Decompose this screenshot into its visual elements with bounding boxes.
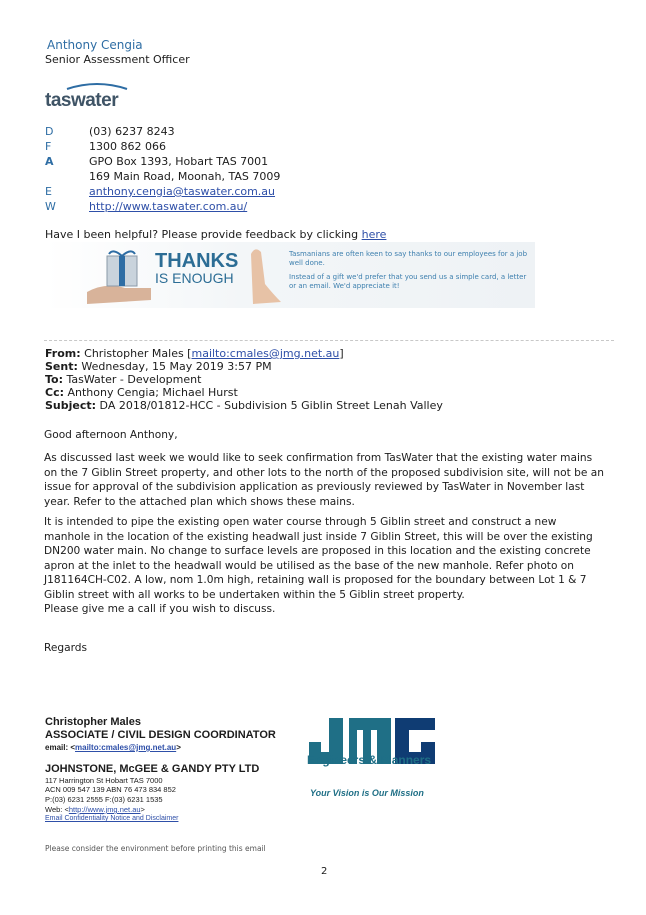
subject-row: Subject: DA 2018/01812-HCC - Subdivision 5 Giblin Street Lenah Valley [45,399,443,412]
paragraph-3: Please give me a call if you wish to discuss. [44,603,276,615]
gift-hand-icon [85,248,153,304]
open-hand-icon [243,244,283,306]
email-link[interactable]: anthony.cengia@taswater.com.au [89,185,276,198]
feedback-line: Have I been helpful? Please provide feedback by clicking here [45,228,387,241]
sig-role: ASSOCIATE / CIVIL DESIGN COORDINATOR [45,729,276,741]
sig-company: JOHNSTONE, McGEE & GANDY PTY LTD [45,763,260,775]
sig-web-row: Web: <http://www.jmg.net.au> [45,805,145,814]
banner-text-1: Tasmanians are often keen to say thanks to our employees for a job well done. [289,250,528,267]
banner-text-2: Instead of a gift we'd prefer that you send us a simple card, a letter or an email. We'd appreciate it! [289,273,527,290]
sig-web-link[interactable]: http://www.jmg.net.au [68,805,141,814]
banner-is-enough: IS ENOUGH [155,270,234,286]
environment-note: Please consider the environment before printing this email [45,844,266,853]
sender-title: Senior Assessment Officer [45,53,190,66]
feedback-link[interactable]: here [361,228,387,241]
sig-name: Christopher Males [45,716,141,728]
website-link[interactable]: http://www.taswater.com.au/ [89,200,248,213]
phone-direct: (03) 6237 8243 [89,125,175,138]
sig-phone: P:(03) 6231 2555 F:(03) 6231 1535 [45,795,163,804]
thanks-banner[interactable] [45,242,535,308]
sig-email-row: email: <mailto:cmales@jmg.net.au> [45,743,181,752]
banner-thanks: THANKS [155,250,239,272]
phone-fax: 1300 862 066 [89,140,166,153]
paragraph-2: It is intended to pipe the existing open water course through 5 Giblin street and construct a new manhole in the location of the existing headwall just inside 7 Giblin Street, this will be over the existing DN200 water main. No change to surface levels are proposed in this location and the existing concrete apron at the inlet to the headwall would be utilised as the base of the new manhole. Refer photo on J181164CH-C02. A low, nom 1.0m high, retaining wall is proposed for the boundary between Lot 1 & 7 Giblin street with all works to be undertaken within the 5 Giblin street property. [44,516,593,601]
from-row: From: Christopher Males [mailto:cmales@jmg.net.au] [45,347,344,360]
sig-address: 117 Harrington St Hobart TAS 7000 [45,776,163,785]
disclaimer-link[interactable]: Email Confidentiality Notice and Disclaimer [45,815,179,822]
page-number: 2 [321,866,328,877]
divider [44,340,614,341]
sender-name: Anthony Cengia [47,38,143,52]
cc-row: Cc: Anthony Cengia; Michael Hurst [45,386,238,399]
from-mailto-link[interactable]: mailto:cmales@jmg.net.au [191,347,340,360]
sig-email-link[interactable]: mailto:cmales@jmg.net.au [75,743,177,752]
jmg-tagline: Your Vision is Our Mission [310,788,424,798]
postal-address: GPO Box 1393, Hobart TAS 7001 [89,155,269,168]
jmg-subtitle: Engineers & Planners [307,753,432,767]
taswater-logo: taswater [45,80,145,114]
paragraph-1: As discussed last week we would like to seek confirmation from TasWater that the existing water mains on the 7 Giblin Street property, and other lots to the north of the proposed subdivision site, will not be an issue for approval of the subdivision application as previously reviewed by TasWater in November last year. Refer to the attached plan which shows these mains. [44,452,604,508]
sent-row: Sent: Wednesday, 15 May 2019 3:57 PM [45,360,272,373]
regards: Regards [44,642,88,654]
greeting: Good afternoon Anthony, [44,429,178,441]
to-row: To: TasWater - Development [45,373,202,386]
sig-acn: ACN 009 547 139 ABN 76 473 834 852 [45,785,176,794]
street-address: 169 Main Road, Moonah, TAS 7009 [89,170,281,183]
